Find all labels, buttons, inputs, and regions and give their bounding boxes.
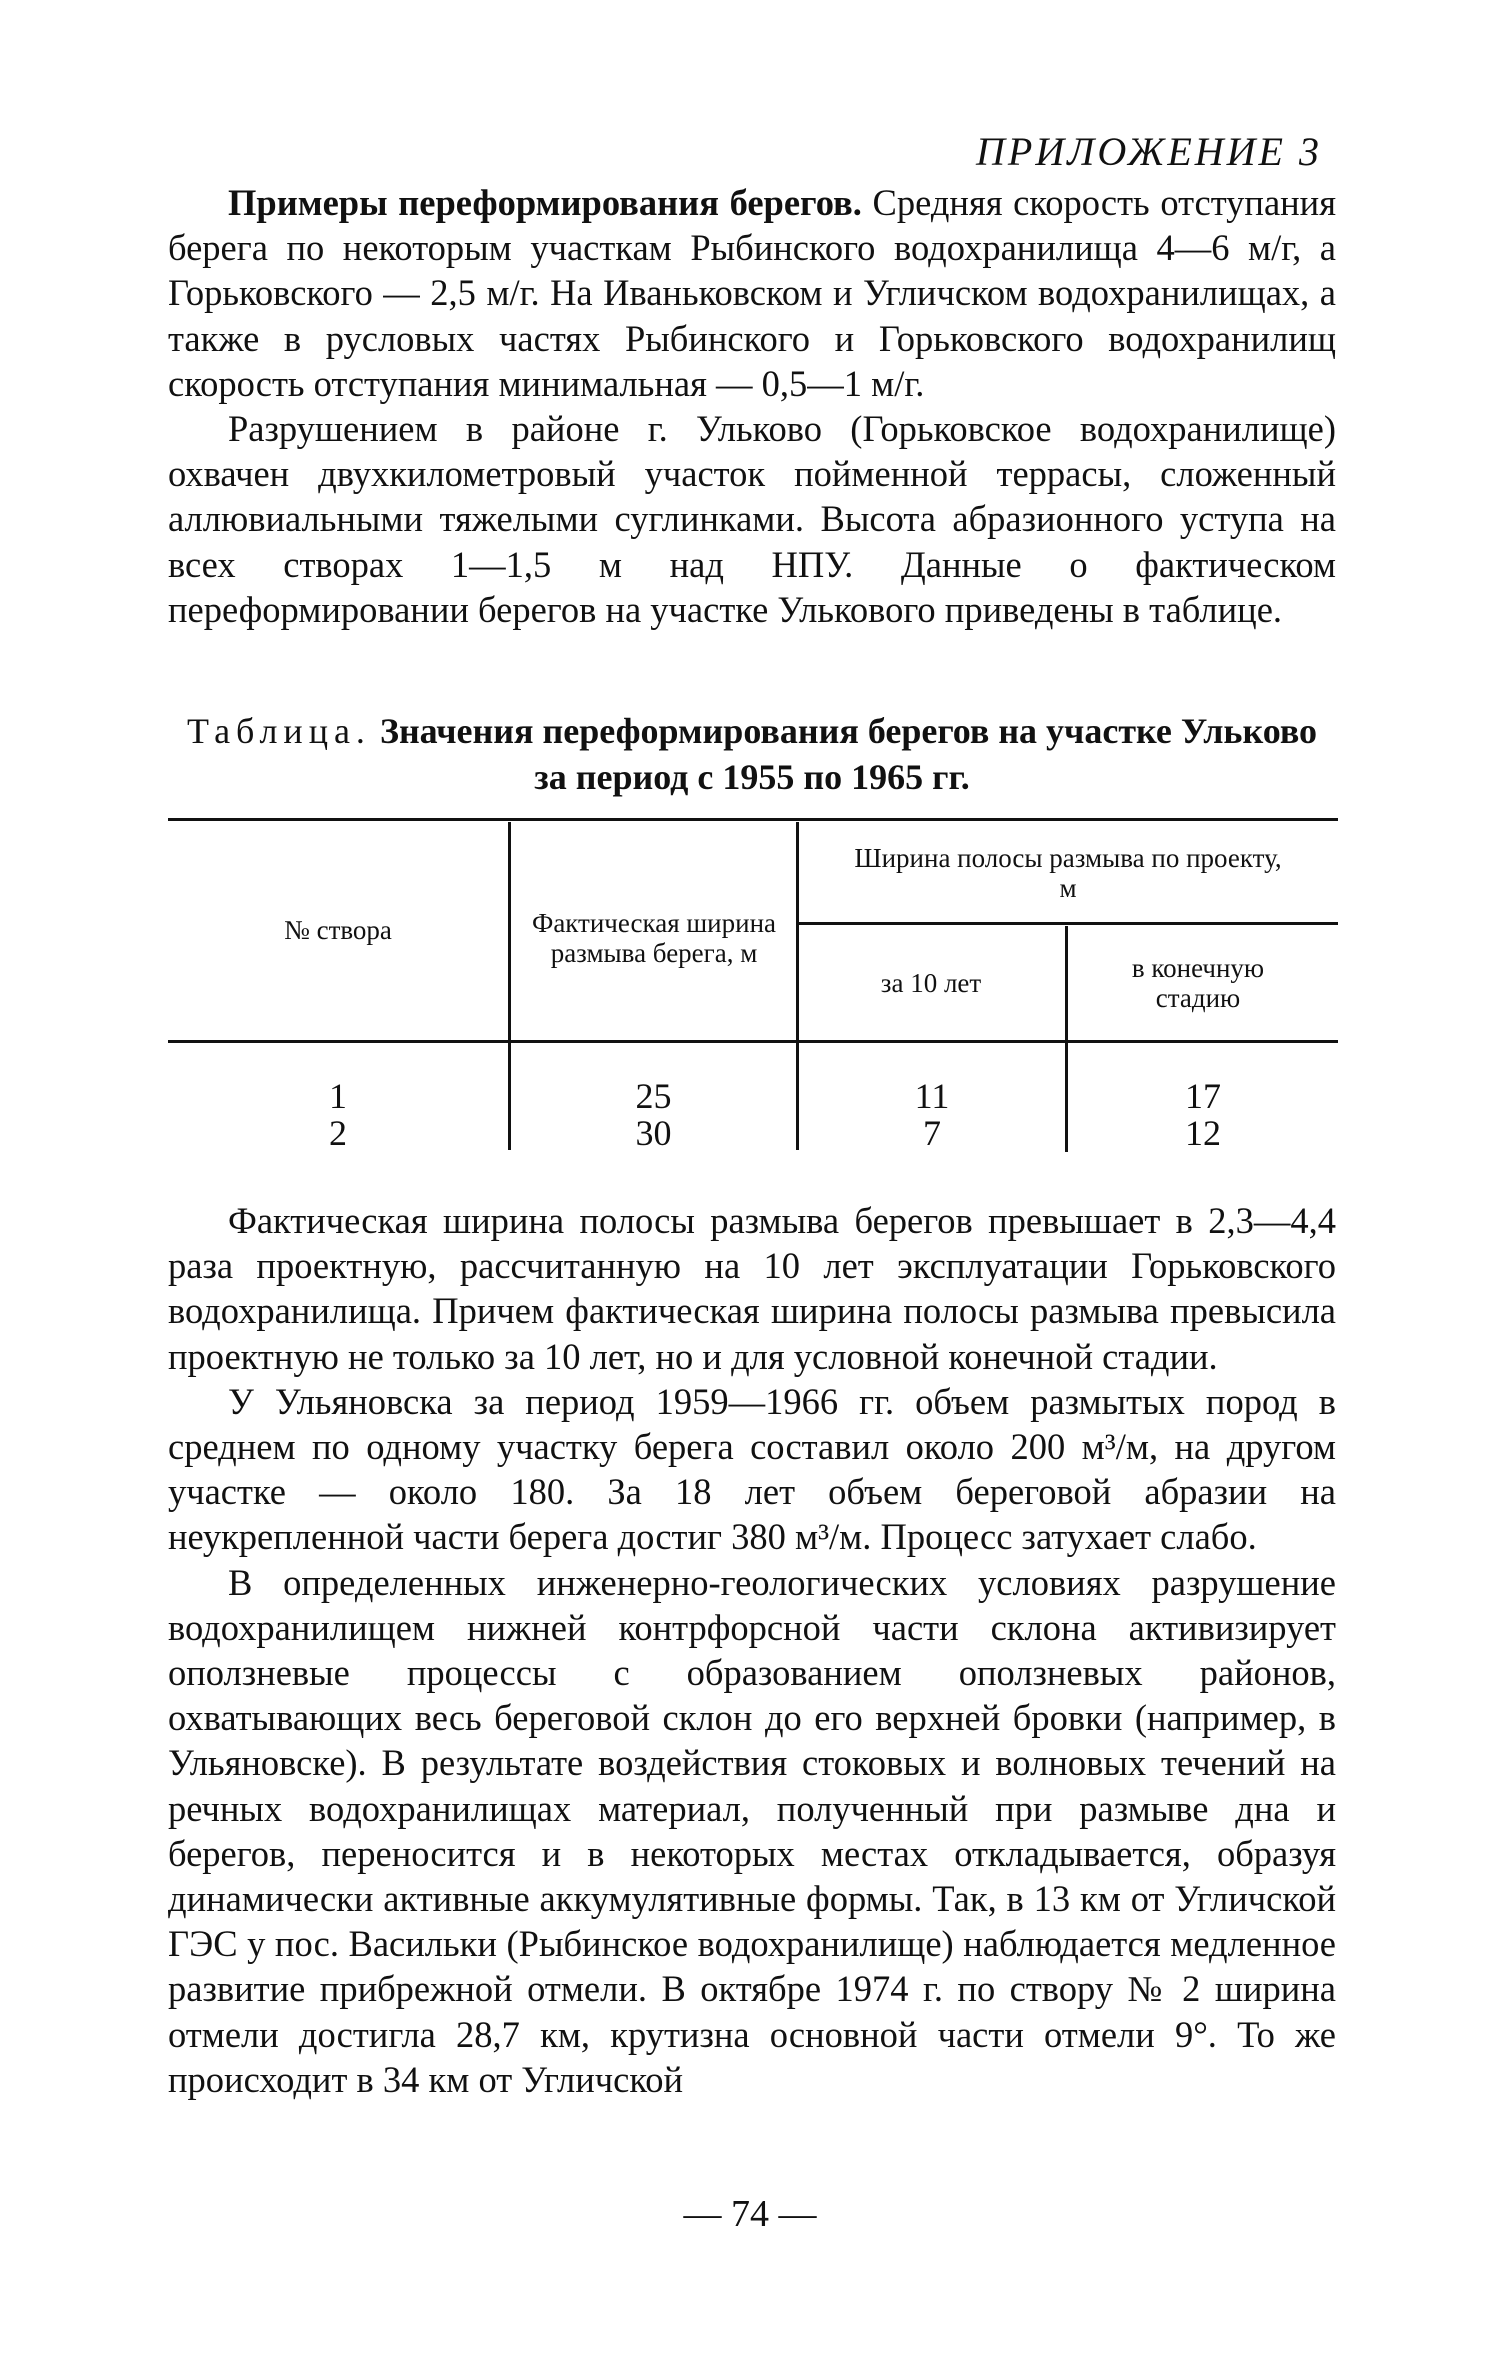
paragraph-1 [168,180,1336,406]
paragraph-1-text: Средняя скорость отступания берега по некоторым участкам Рыбинского водохранилища 4—6 м/г, а Горьковского — 2,5 м/г. На Иваньковском и Угличском водохранилищах, а также в русловых частях Рыбинского и Горьковского водохранилищ скорость отступания минимальная — 0,5—1 м/г. [168,182,1336,404]
bottom-text-block [168,1198,1336,2102]
page-header: ПРИЛОЖЕНИЕ 3 [976,129,1322,174]
row-1-final: 17 [1185,1076,1221,1116]
table-top-rule [168,818,1338,821]
paragraph-1-title: Примеры переформирования берегов. [228,182,862,223]
paragraph-3: Фактическая ширина полосы размыва берегов превышает в 2,3—4,4 раза проектную, рассчитанную на 10 лет эксплуатации Горьковского водохранилища. Причем фактическая ширина полосы размыва превысила проектную не только за 10 лет, но и для условной конечной стадии. [168,1200,1336,1377]
row-2-10-years: 7 [923,1113,941,1153]
header-actual-width: Фактическая ширина размыва берега, м [531,908,777,968]
top-text-block [168,180,1336,632]
header-final-stage: в конечную стадию [1131,953,1265,1013]
table-header-rule [168,1040,1338,1043]
row-1-stvor: 1 [329,1076,347,1116]
row-2-actual: 30 [635,1113,672,1153]
data-table [168,818,1338,1158]
paragraph-4: У Ульяновска за период 1959—1966 гг. объем размытых пород в среднем по одному участку берега составил около 200 м³/м, на другом участке — около 180. За 18 лет объем береговой абразии на неукрепленной части берега достиг 380 м³/м. Процесс затухает слабо. [168,1380,1336,1558]
row-1-actual: 25 [635,1076,672,1116]
header-10-years: за 10 лет [880,968,982,998]
row-2-final: 12 [1185,1113,1221,1153]
row-1-10-years: 11 [914,1076,950,1116]
page-number: — 74 — [683,2193,817,2235]
table-caption-text: Значения переформирования берегов на участке Ульково за период с 1955 по 1965 гг. [379,711,1318,797]
paragraph-5: В определенных инженерно-геологических условиях разрушение водохранилищем нижней контрфорсной части склона активизирует оползневые процессы с образованием оползневых районов, охватывающих весь береговой склон до его верхней бровки (например, в Ульяновске). В результате воздействия стоковых и волновых течений на речных водохранилищах материал, полученный при размыве дна и берегов, переносится и в некоторых местах откладывается, образуя динамически активные аккумулятивные формы. Так, в 13 км от Угличской ГЭС у пос. Васильки (Рыбинское водохранилище) наблюдается медленное развитие прибрежной отмели. В октябре 1974 г. по створу № 2 ширина отмели достигла 28,7 км, крутизна основной части отмели 9°. То же происходит в 34 км от Угличской [168,1561,1336,2100]
table-group-rule [796,922,1338,925]
paragraph-2: Разрушением в районе г. Ульково (Горьковское водохранилище) охвачен двухкилометровый участок пойменной террасы, сложенный аллювиальными тяжелыми суглинками. Высота абразионного уступа на всех створах 1—1,5 м над НПУ. Данные о фактическом переформировании берегов на участке Улькового приведены в таблице. [168,408,1336,630]
header-project-width: Ширина полосы размыва по проекту, м [854,843,1282,903]
table-caption [168,708,1336,800]
table-caption-label: Таблица. [186,711,371,751]
header-stvor: № створа [284,915,392,945]
row-2-stvor: 2 [329,1113,347,1153]
